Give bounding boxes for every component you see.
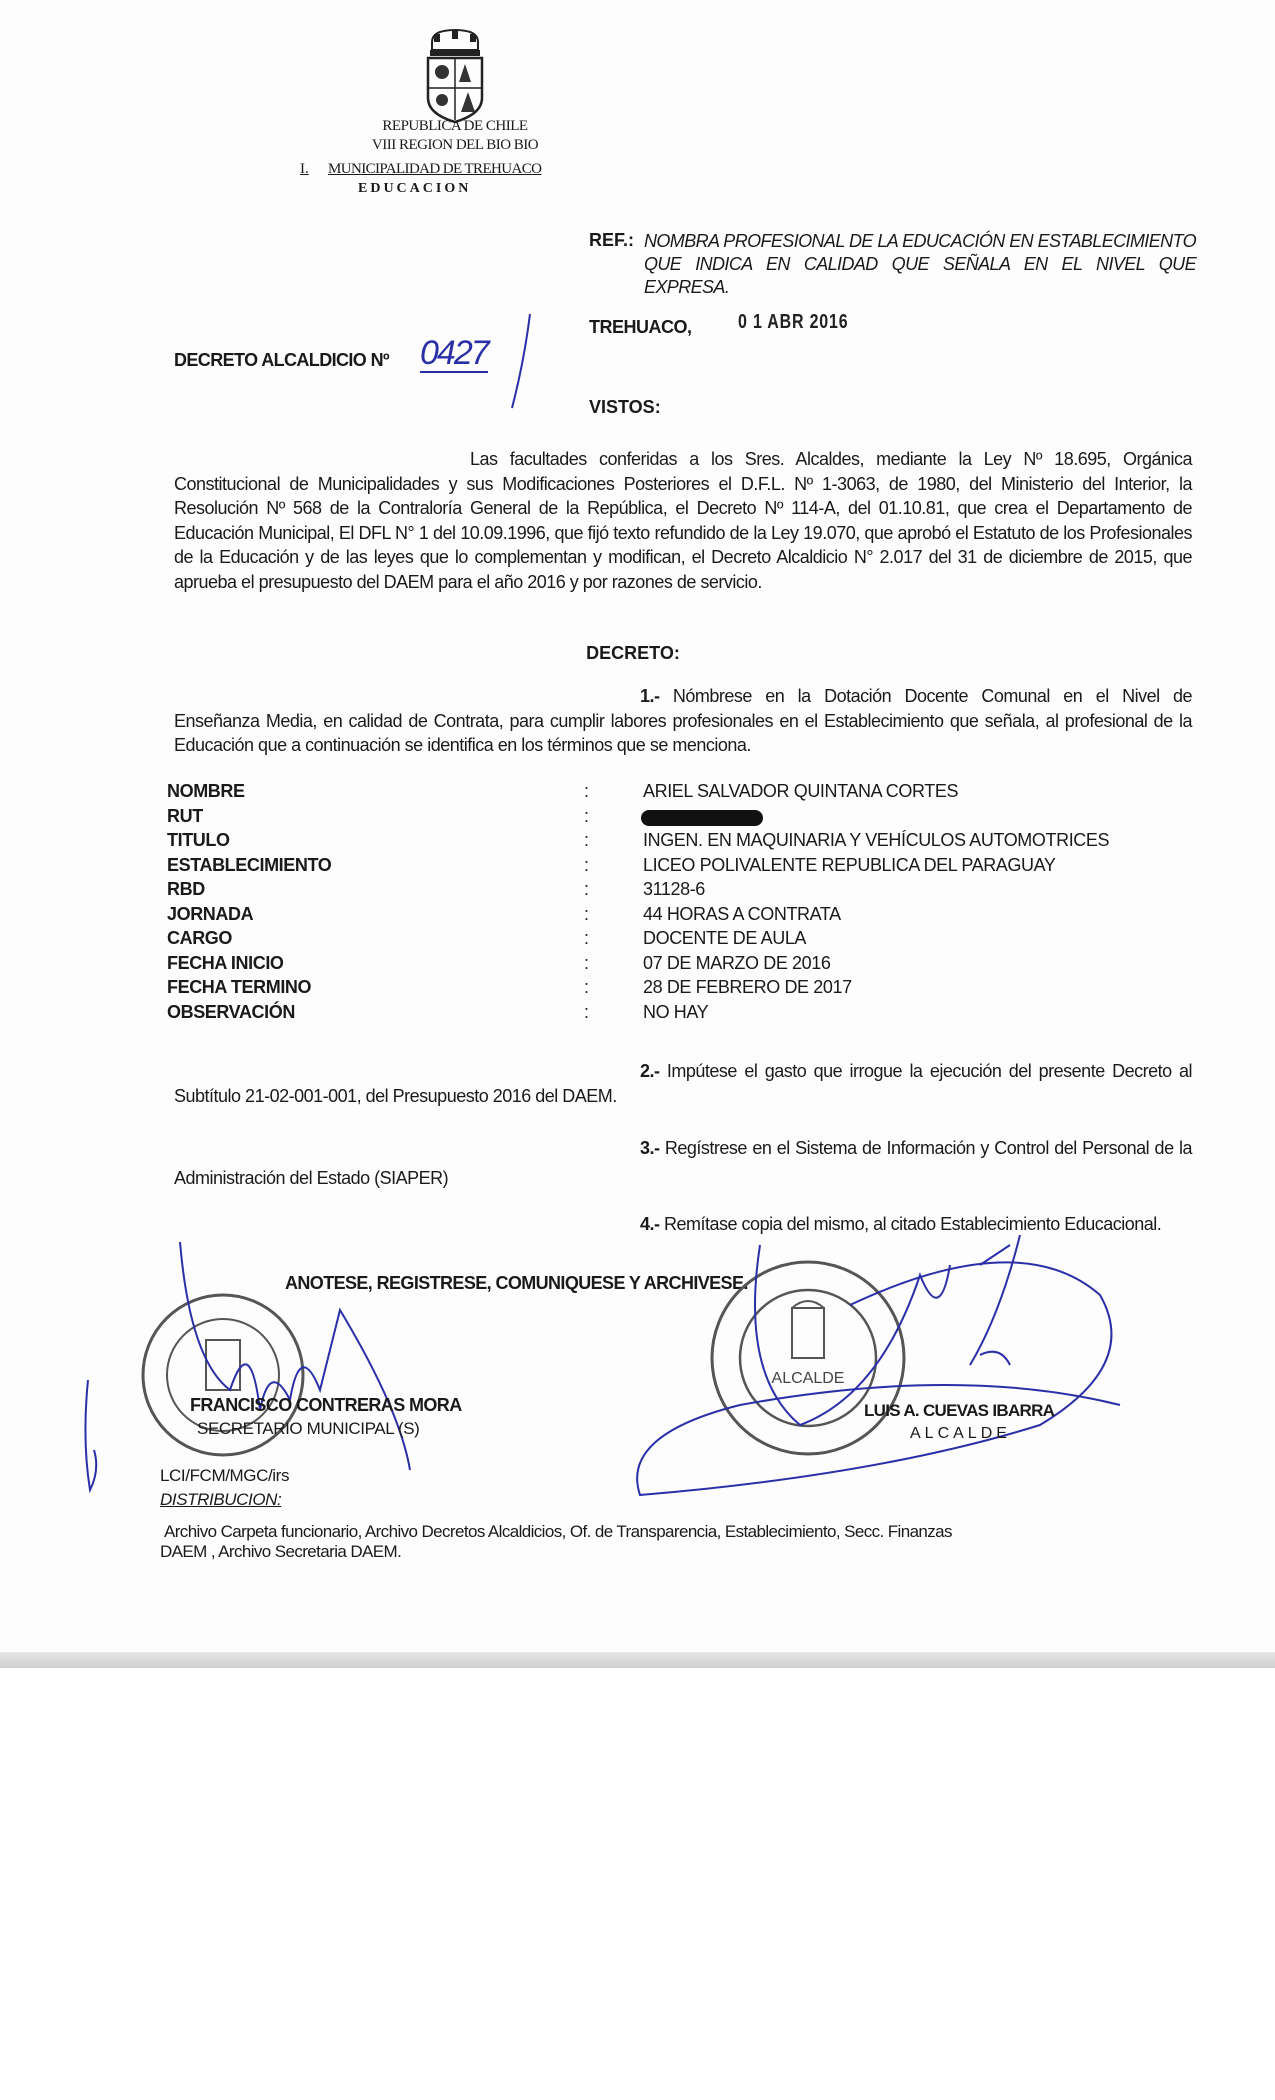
vistos-paragraph: Las facultades conferidas a los Sres. Alcaldes, mediante la Ley Nº 18.695, Orgánica Constitucional de Municipalidades y sus Modificaciones Posteriores el D.F.L. Nº 1-3063, de 1980, del Ministerio del Interior, la Resolución Nº 568 de la Contraloría General de la República, el Decreto Nº 114-A, del 01.10.81, que crea el Departamento de Educación Municipal, El DFL N° 1 del 10.09.1996, que fijó texto refundido de la Ley 19.070, que aprobó el Estatuto de los Profesionales de la Educación y de las leyes que lo complementan y modifican, el Decreto Alcaldicio N° 2.017 del 31 de diciembre de 2015, que aprueba el presupuesto del DAEM para el año 2016 y por razones de servicio. <box>174 449 1192 592</box>
ref-text: NOMBRA PROFESIONAL DE LA EDUCACIÓN EN ESTABLECIMIENTO QUE INDICA EN CALIDAD QUE SEÑALA EN EL NIVEL QUE EXPRESA. <box>644 231 1196 297</box>
article-4-text: Remítase copia del mismo, al citado Establecimiento Educacional. <box>664 1214 1162 1234</box>
field-label: RBD <box>167 879 205 899</box>
field-value: NO HAY <box>643 1001 709 1022</box>
initials: LCI/FCM/MGC/irs <box>160 1466 290 1485</box>
article-1-text: Nómbrese en la Dotación Docente Comunal en el Nivel de Enseñanza Media, en calidad de Contrata, para cumplir labores profesionales en el Establecimiento que señala, al profesional de la Educación que a continuación se identifica en los términos que se menciona. <box>174 686 1192 755</box>
field-label: FECHA TERMINO <box>167 977 312 997</box>
header-prefix: I. <box>300 161 309 177</box>
decree-number: 0427 <box>420 334 488 372</box>
field-label: RUT <box>167 805 203 826</box>
article-1 <box>174 684 1192 758</box>
field-value: 31128-6 <box>643 879 705 899</box>
vistos-title: VISTOS: <box>589 397 661 417</box>
article-4-num: 4.- <box>640 1214 660 1234</box>
field-label: CARGO <box>167 928 232 948</box>
article-2-text: Impútese el gasto que irrogue la ejecución del presente Decreto al Subtítulo 21-02-001-001, del Presupuesto 2016 del DAEM. <box>174 1061 1192 1106</box>
header-department: EDUCACION <box>358 181 472 196</box>
secretary-signature <box>80 1240 500 1510</box>
decreto-title: DECRETO: <box>586 643 680 663</box>
secretary-role: SECRETARIO MUNICIPAL (S) <box>197 1419 420 1438</box>
field-colon: : <box>584 781 589 801</box>
field-colon: : <box>584 928 589 948</box>
field-value: 07 DE MARZO DE 2016 <box>643 952 831 973</box>
scan-edge <box>0 1652 1275 1668</box>
distribution-line-1: Archivo Carpeta funcionario, Archivo Decretos Alcaldicios, Of. de Transparencia, Establecimiento, Secc. Finanzas <box>164 1522 952 1541</box>
header-country: REPUBLICA DE CHILE <box>382 118 528 134</box>
field-colon: : <box>584 830 589 850</box>
article-2 <box>174 1059 1192 1108</box>
coat-of-arms-icon <box>418 28 493 126</box>
article-3-text: Regístrese en el Sistema de Información y Control del Personal de la Administración del Estado (SIAPER) <box>174 1138 1192 1188</box>
field-value: 44 HORAS A CONTRATA <box>643 903 841 924</box>
article-1-num: 1.- <box>640 686 660 706</box>
ref-label: REF.: <box>589 230 634 250</box>
mayor-role: ALCALDE <box>910 1425 1011 1442</box>
field-value: LICEO POLIVALENTE REPUBLICA DEL PARAGUAY <box>643 854 1056 875</box>
field-colon: : <box>584 952 589 973</box>
field-value: 28 DE FEBRERO DE 2017 <box>643 977 852 997</box>
article-3-num: 3.- <box>640 1138 660 1158</box>
field-value: ARIEL SALVADOR QUINTANA CORTES <box>643 781 959 801</box>
field-label: JORNADA <box>167 903 254 924</box>
secretary-name: FRANCISCO CONTRERAS MORA <box>190 1395 462 1415</box>
header-region: VIII REGION DEL BIO BIO <box>371 137 539 153</box>
mayor-signature <box>620 1235 1140 1535</box>
field-label: TITULO <box>167 830 230 850</box>
article-3 <box>174 1133 1192 1193</box>
field-colon: : <box>584 977 589 997</box>
field-colon: : <box>584 1001 589 1022</box>
header-municipality: MUNICIPALIDAD DE TREHUACO <box>328 161 542 177</box>
date-stamp: 0 1 ABR 2016 <box>738 311 849 333</box>
field-colon: : <box>584 879 589 899</box>
distribution-line-2: DAEM , Archivo Secretaria DAEM. <box>160 1542 402 1561</box>
distribution-title: DISTRIBUCION: <box>160 1490 282 1509</box>
place-label: TREHUACO, <box>589 317 692 337</box>
decree-label: DECRETO ALCALDICIO Nº <box>174 350 389 370</box>
field-value: INGEN. EN MAQUINARIA Y VEHÍCULOS AUTOMOTRICES <box>643 830 1110 850</box>
field-label: OBSERVACIÓN <box>167 1001 295 1022</box>
field-colon: : <box>584 854 589 875</box>
field-label: NOMBRE <box>167 781 245 801</box>
field-label: ESTABLECIMIENTO <box>167 854 332 875</box>
closing-formula: ANOTESE, REGISTRESE, COMUNIQUESE Y ARCHIVESE. <box>285 1273 748 1293</box>
redaction-mark <box>641 810 763 826</box>
article-2-num: 2.- <box>640 1061 660 1081</box>
field-value: DOCENTE DE AULA <box>643 928 807 948</box>
field-label: FECHA INICIO <box>167 952 284 973</box>
stamp-middle-text: ALCALDE <box>771 1370 845 1387</box>
mayor-name: LUIS A. CUEVAS IBARRA <box>864 1401 1055 1420</box>
field-colon: : <box>584 805 589 826</box>
field-colon: : <box>584 903 589 924</box>
decree-slash-mark <box>506 312 536 412</box>
